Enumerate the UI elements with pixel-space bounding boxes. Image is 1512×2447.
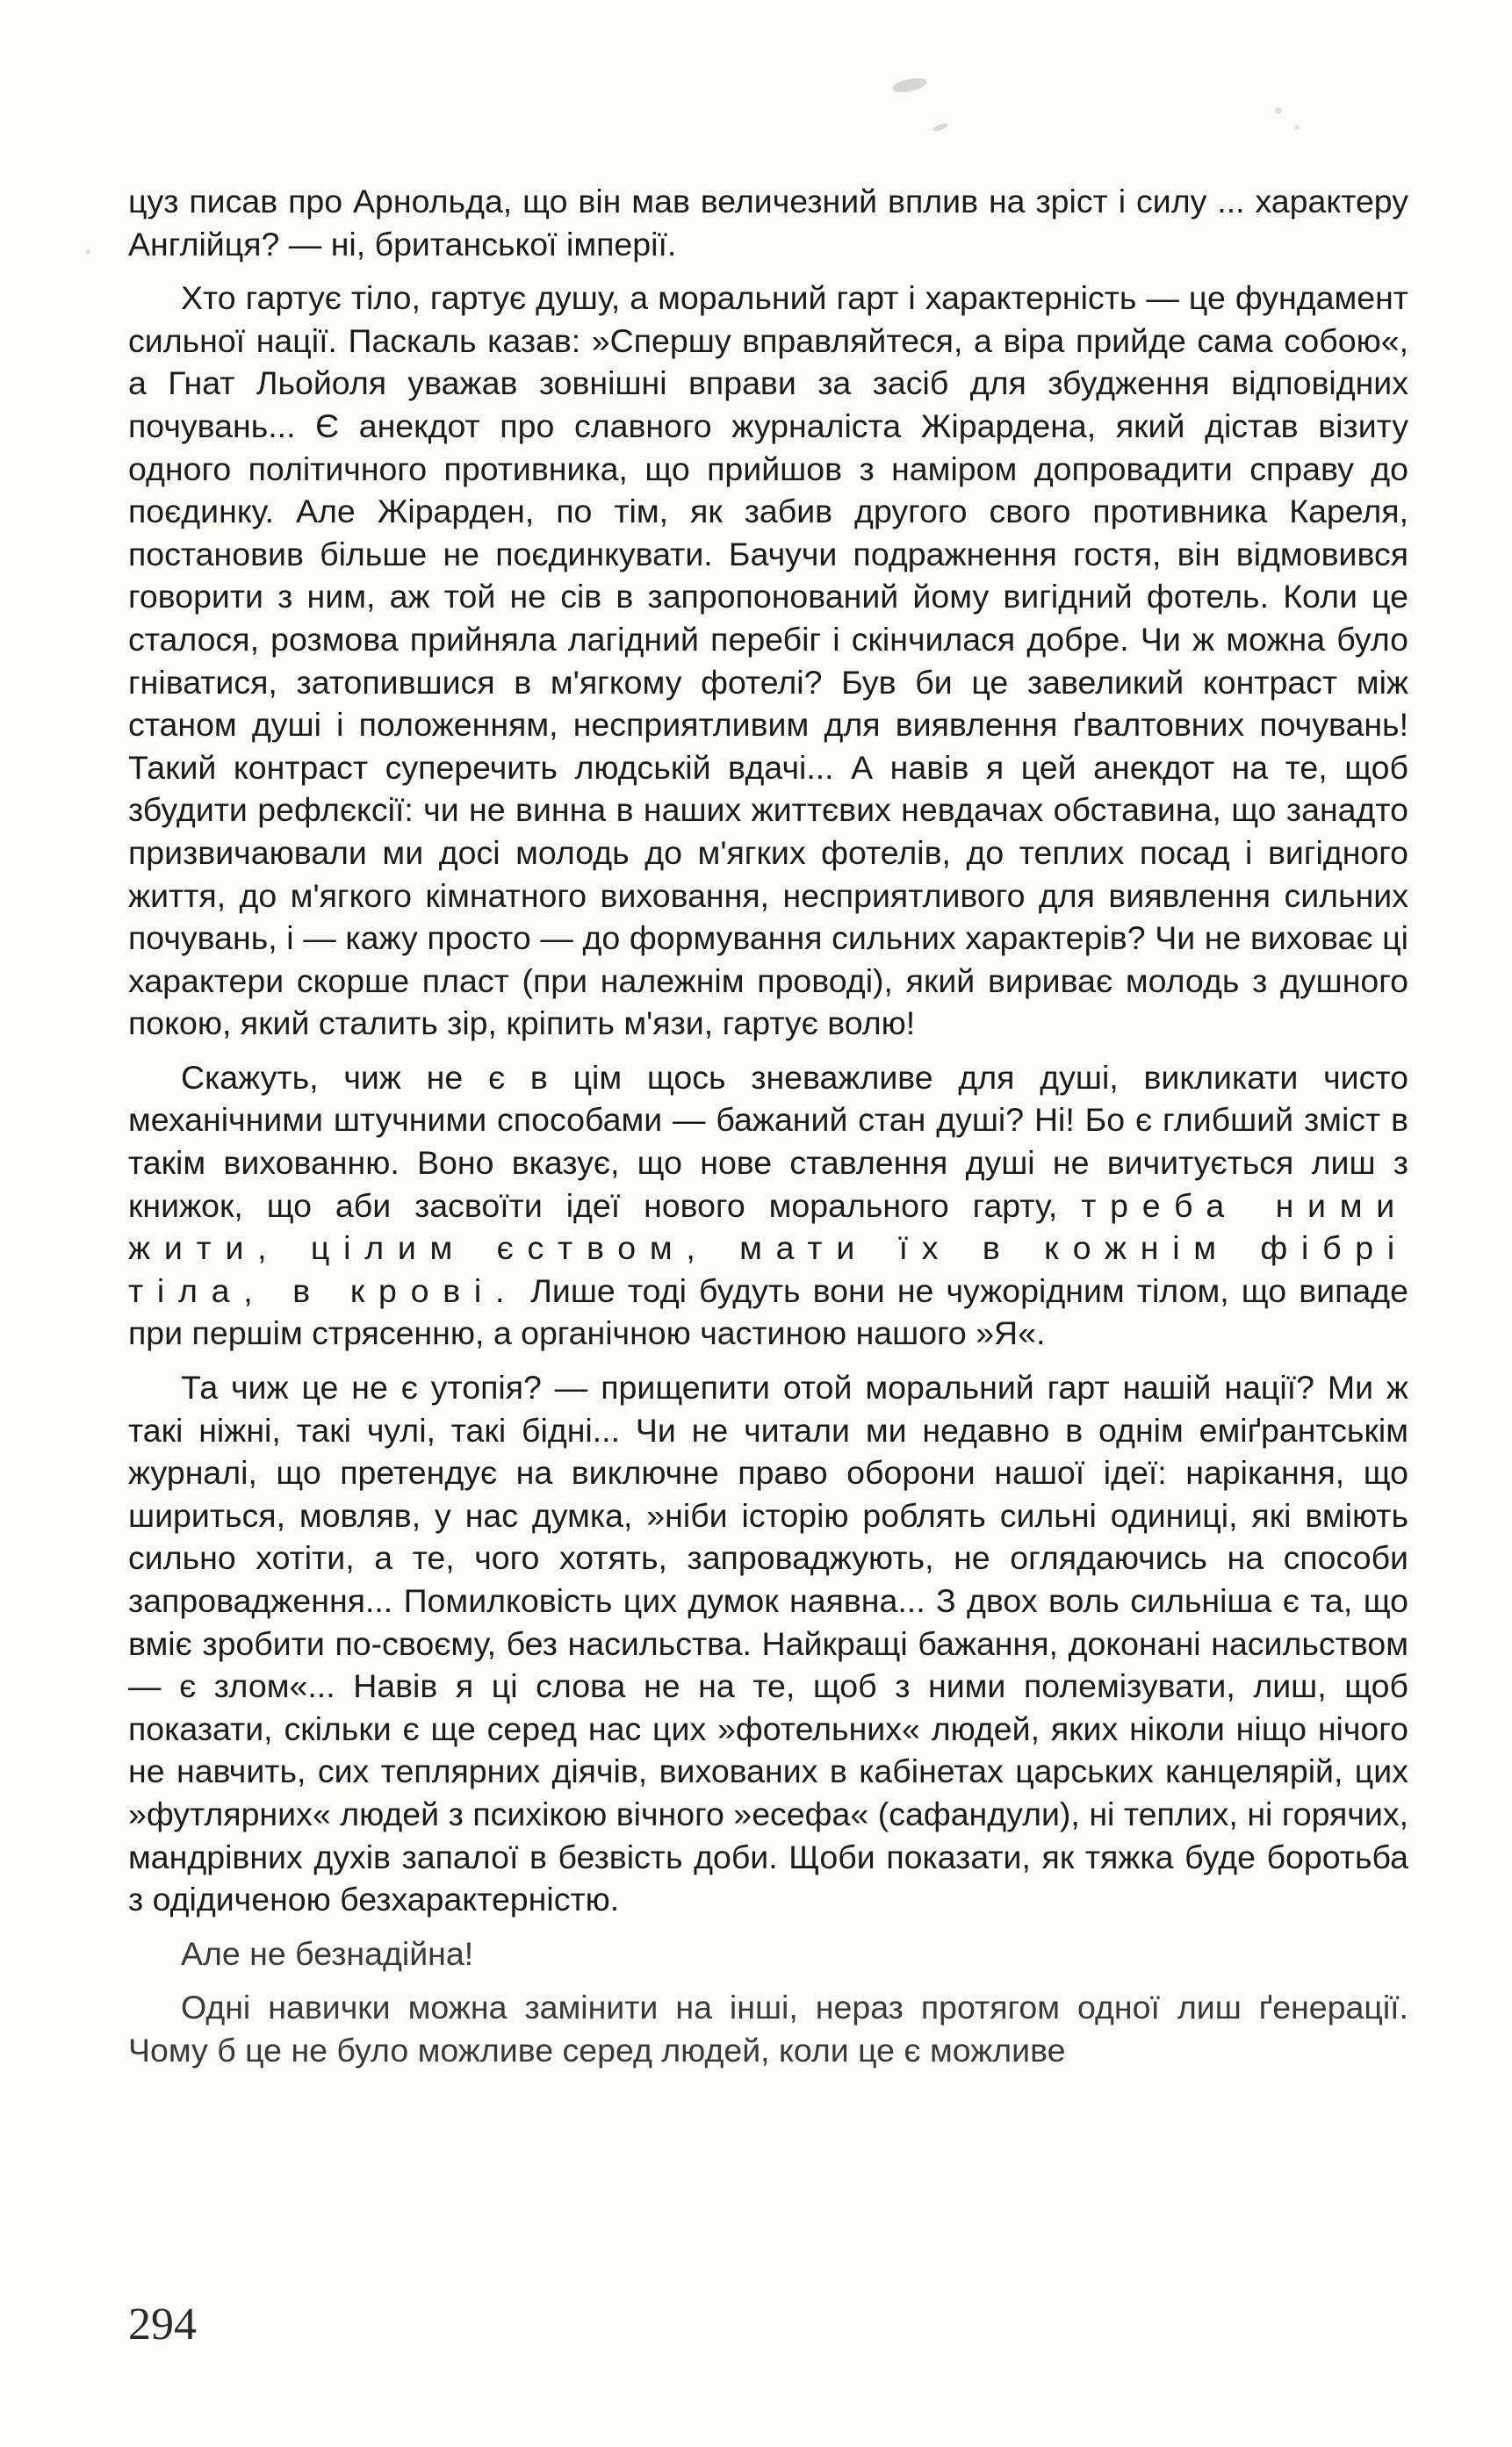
paragraph: Та чиж це не є утопія? — прищепити отой моральний гарт нашій нації? Ми ж такі ніжні, такі чулі, такі бідні... Чи не читали ми недавно в однім еміґрантськім журналі, що претендує на виключне право оборони нашої ідеї: нарікання, що шириться, мовляв, у нас думка, »ніби історію роблять сильні одиниці, які вміють сильно хотіти, а те, чого хотять, запроваджують, не оглядаючись на способи запровадження... Помилковість цих думок наявна... З двох воль сильніша є та, що вміє зробити по-своєму, без насильства. Найкращі бажання, доконані насильством — є злом«... Навів я ці слова не на те, щоб з ними полемізувати, лиш, щоб показати, скільки є ще серед нас цих »фотельних« людей, яких ніколи ніщо нічого не навчить, сих теплярних діячів, вихованих в кабінетах царських канцелярій, цих »футлярних« людей з психікою вічного »есефа« (сафандули), ні теплих, ні горячих, мандрівних духів запалої в безвість доби. Щоби показати, як тяжка буде боротьба з одідиченою безхарактерністю.: [128, 1369, 1408, 1918]
paper-speck: [1275, 107, 1282, 114]
paragraph: Одні навички можна замінити на інші, нераз протягом одної лиш ґенерації. Чому б це не було можливе серед людей, коли це є можливе: [128, 1989, 1408, 2069]
paragraph-text: Скажуть, чиж не є в цім щось зневажливе для душі, викликати чисто механічними штучними способами — бажаний стан душі? Ні! Бо є глибший зміст в такім вихованню. Воно вказує, що нове ставлення душі не вичитується лиш з книжок, що аби засвоїти ідеї нового морального гарту,: [128, 1058, 1408, 1224]
paragraph-continued: цуз писав про Арнольда, що він мав величезний вплив на зріст і силу ... характеру Англійця? — ні, британської імперії.: [128, 183, 1408, 263]
paper-speck: [86, 249, 90, 254]
body-text: [128, 180, 1408, 2084]
paper-smudge: [891, 76, 928, 95]
paper-smudge: [932, 122, 949, 133]
spaced-emphasis-text: треба ними жити, цілим єством, мати їх в кожнім фібрі тіла, в крові.: [128, 1186, 1408, 1309]
paragraph-text: Лише тоді будуть вони не чужорідним тілом, що випаде при першім стрясенню, а органічною частиною нашого »Я«.: [128, 1271, 1408, 1352]
paragraph-short: Але не безнадійна!: [181, 1934, 474, 1972]
paragraph: Хто гартує тіло, гартує душу, а моральний гарт і характерність — це фундамент сильної нації. Паскаль казав: »Спершу вправляйтеся, а віра прийде сама собою«, а Гнат Льойоля уважав зовнішні вправи за засіб для збудження відповідних почувань... Є анекдот про славного журналіста Жірардена, який дістав візиту одного політичного противника, що прийшов з наміром допровадити справу до поєдинку. Але Жірарден, по тім, як забив другого свого противника Кареля, постановив більше не поєдинкувати. Бачучи подражнення гостя, він відмовився говорити з ним, аж той не сів в запропонований йому вигідний фотель. Коли це сталося, розмова прийняла лагідний перебіг і скінчилася добре. Чи ж можна було гніватися, затопившися в м'ягкому фотелі? Був би це завеликий контраст між станом душі і положенням, несприятливим для виявлення ґвалтовних почувань! Такий контраст суперечить людській вдачі... А навів я цей анекдот на те, щоб збудити рефлєксії: чи не винна в наших життєвих невдачах обставина, що занадто призвичаювали ми досі молодь до м'ягких фотелів, до теплих посад і вигідного життя, до м'ягкого кімнатного виховання, несприятливого для виявлення сильних почувань, і — кажу просто — до формування сильних характерів? Чи не виховає ці характери скорше пласт (при належнім проводі), який вириває молодь з душного покою, який сталить зір, кріпить м'язи, гартує волю!: [128, 279, 1408, 1042]
paragraph-with-emphasis: [128, 1056, 1408, 1355]
page-number: 294: [128, 2299, 197, 2350]
paper-speck: [1294, 125, 1300, 130]
